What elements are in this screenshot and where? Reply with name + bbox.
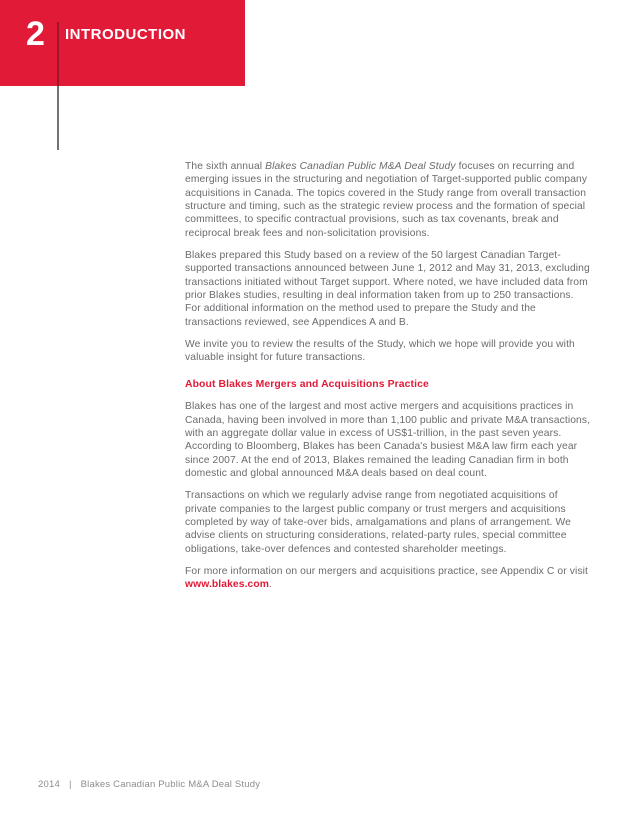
paragraph-text: . [269,579,272,591]
section-title: INTRODUCTION [65,26,186,43]
footer-separator: | [68,779,72,790]
paragraph-invitation: We invite you to review the results of the Study, which we hope will provide you with valuable insight for future transactions. [185,339,575,364]
footer-year: 2014 [38,779,60,790]
blakes-website-link[interactable]: www.blakes.com [185,579,269,591]
body-text-block [185,160,591,601]
paragraph-text: focuses on recurring and emerging issues in the structuring and negotiation of Target-supported public company acquisitions in Canada. The topics covered in the Study range from overall transaction structure and timing, such as the strategic review process and the formation of special committees, to specific contractual provisions, such as tax covenants, break and reciprocal break fees and non-solicitation provisions. [185,161,588,239]
paragraph-text: For more information on our mergers and acquisitions practice, see Appendix C or visit [185,565,588,577]
page-footer [38,779,260,791]
paragraph-text: The sixth annual [185,161,266,172]
paragraph-more-info [185,565,591,592]
paragraph-practice-overview: Blakes has one of the largest and most active mergers and acquisitions practices in Canada, having been involved in more than 1,100 public and private M&A transactions, with an aggregate dollar value in excess of US$1-trillion, in the past seven years. According to Bloomberg, Blakes has been Canada's busiest M&A law firm each year since 2007. At the end of 2013, Blakes remained the leading Canadian firm in both domestic and global announced M&A deals based on deal count. [185,401,591,479]
paragraph-methodology: Blakes prepared this Study based on a review of the 50 largest Canadian Target-supported transactions announced between June 1, 2012 and May 31, 2013, excluding transactions initiated without Target support. Where noted, we have included data from prior Blakes studies, resulting in deal information taken from up to 250 transactions. For additional information on the method used to prepare the Study and the transactions reviewed, see Appendices A and B. [185,250,590,328]
footer-document-title: Blakes Canadian Public M&A Deal Study [80,779,261,790]
paragraph-study-intro [185,160,591,240]
section-number: 2 [26,15,45,53]
section-header-band [0,0,245,86]
vertical-divider [57,22,59,150]
subsection-heading: About Blakes Mergers and Acquisitions Practice [185,378,429,390]
paragraph-transaction-types: Transactions on which we regularly advise range from negotiated acquisitions of private companies to the largest public company or trust mergers and acquisitions completed by way of take-over bids, amalgamations and plans of arrangement. We advise clients on structuring considerations, related-party rules, special committee obligations, take-over defences and contested shareholder meetings. [185,490,571,555]
study-title-italic: Blakes Canadian Public M&A Deal Study [265,161,456,172]
